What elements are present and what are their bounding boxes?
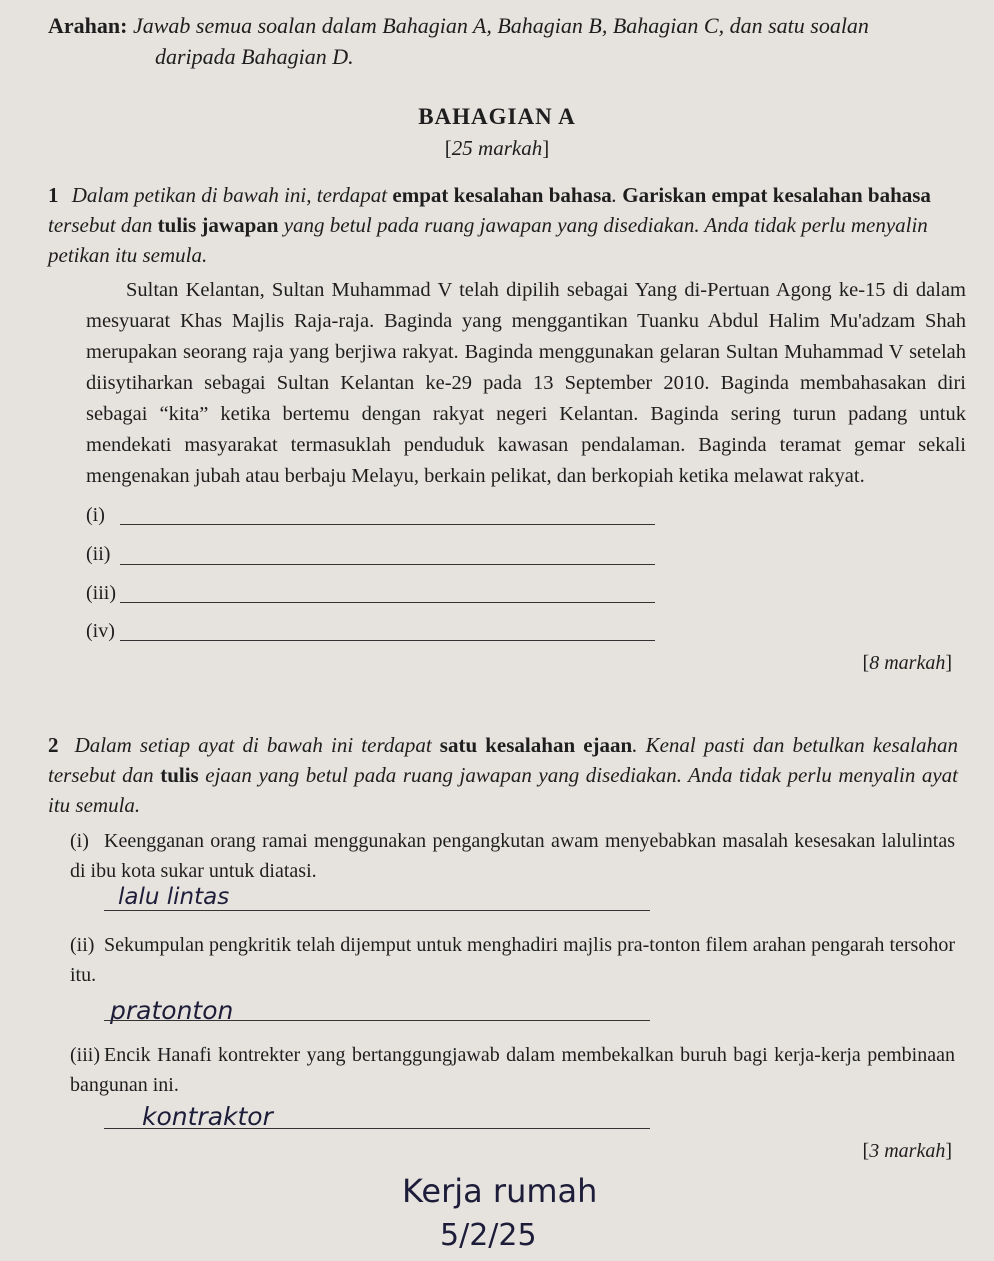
q2-marks-num: 3: [869, 1140, 880, 1162]
q2-prompt-part: . Kenal pasti dan betulkan kesalahan tersebut dan: [48, 733, 959, 787]
q1-answer-label: (iii): [86, 582, 116, 604]
q1-prompt-bold: Gariskan empat kesalahan bahasa: [622, 183, 931, 207]
q1-prompt-part: yang betul pada ruang jawapan yang disediakan. Anda tidak perlu menyalin petikan itu semula.: [48, 213, 928, 267]
q2-item-3: [70, 1040, 955, 1100]
instructions-continuation: daripada Bahagian D.: [155, 44, 354, 69]
q1-answer-label: (i): [86, 504, 105, 526]
handwritten-note-date: 5/2/25: [440, 1218, 537, 1253]
q2-answer-line-2[interactable]: [104, 1020, 650, 1021]
q1-answer-line-3[interactable]: [120, 602, 655, 603]
q1-prompt-bold: tulis jawapan: [157, 213, 279, 237]
question-2-number: 2: [48, 733, 59, 757]
q2-prompt-bold: tulis: [160, 763, 199, 787]
q1-prompt-part: tersebut dan: [48, 213, 158, 237]
q1-marks-word: markah: [884, 652, 946, 674]
q2-item-text: Keengganan orang ramai menggunakan pengangkutan awam menyebabkan masalah kesesakan lalulintas di ibu kota sukar untuk diatasi.: [70, 830, 955, 882]
question-1-passage: [86, 275, 966, 492]
passage-text: Sultan Kelantan, Sultan Muhammad V telah dipilih sebagai Yang di-Pertuan Agong ke-15 di dalam mesyuarat Khas Majlis Raja-raja. Baginda yang menggantikan Tuanku Abdul Halim Mu'adzam Shah merupakan seorang raja yang berjiwa rakyat. Baginda menggunakan gelaran Sultan Muhammad V setelah diisytiharkan sebagai Sultan Kelantan ke-29 pada 13 September 2010. Baginda membahasakan diri sebagai “kita” ketika bertemu dengan rakyat negeri Kelantan. Baginda sering turun padang untuk mendekati masyarakat termasuklah penduduk kawasan pendalaman. Baginda teramat gemar sekali mengenakan jubah atau berbaju Melayu, berkain pelikat, dan berkopiah ketika melawat rakyat.: [86, 279, 966, 487]
q2-item-text: Encik Hanafi kontrekter yang bertanggungjawab dalam membekalkan buruh bagi kerja-kerja pembinaan bangunan ini.: [70, 1044, 955, 1096]
q2-prompt-part: Dalam setiap ayat di bawah ini terdapat: [74, 733, 440, 757]
q1-answer-line-1[interactable]: [120, 524, 655, 525]
q2-answer-handwritten-1: lalu lintas: [118, 884, 230, 910]
q1-answer-label: (ii): [86, 543, 111, 565]
q2-item-label: (iii): [70, 1044, 100, 1066]
q2-item-1: [70, 826, 955, 886]
q2-answer-line-1[interactable]: [104, 910, 650, 911]
q2-answer-handwritten-3: kontraktor: [142, 1102, 273, 1131]
q2-prompt-bold: satu kesalahan ejaan: [439, 733, 633, 757]
q1-answer-line-4[interactable]: [120, 640, 655, 641]
q2-item-label: (ii): [70, 934, 95, 956]
q2-item-2: [70, 930, 955, 990]
q2-answer-line-3[interactable]: [104, 1128, 650, 1129]
instructions-label: Arahan:: [48, 13, 128, 38]
q1-answer-line-2[interactable]: [120, 564, 655, 565]
section-title: BAHAGIAN A: [418, 104, 576, 129]
q1-marks-num: 8: [869, 652, 880, 674]
question-1-number: 1: [48, 183, 59, 207]
question-2-marks: [3 markah]: [862, 1140, 952, 1162]
section-marks: [25 markah]: [444, 136, 550, 160]
q2-prompt-part: ejaan yang betul pada ruang jawapan yang disediakan. Anda tidak perlu menyalin ayat itu semula.: [48, 763, 959, 817]
instructions: [48, 12, 978, 40]
instructions-text: Jawab semua soalan dalam Bahagian A, Bahagian B, Bahagian C, dan satu soalan: [132, 13, 869, 38]
q2-item-text: Sekumpulan pengkritik telah dijemput untuk menghadiri majlis pra-tonton filem arahan pengarah tersohor itu.: [70, 934, 955, 986]
q2-marks-word: markah: [884, 1140, 946, 1162]
q2-item-label: (i): [70, 830, 89, 852]
question-2-prompt: [48, 730, 958, 820]
q1-prompt-bold: empat kesalahan bahasa: [392, 183, 612, 207]
question-1-marks: [8 markah]: [862, 652, 952, 674]
question-1-prompt: [48, 180, 968, 270]
handwritten-note-line1: Kerja rumah: [402, 1172, 598, 1210]
q1-prompt-part: Dalam petikan di bawah ini, terdapat: [71, 183, 393, 207]
q2-answer-handwritten-2: pratonton: [110, 996, 234, 1025]
q1-answer-label: (iv): [86, 620, 115, 642]
q1-prompt-part: .: [611, 183, 623, 207]
